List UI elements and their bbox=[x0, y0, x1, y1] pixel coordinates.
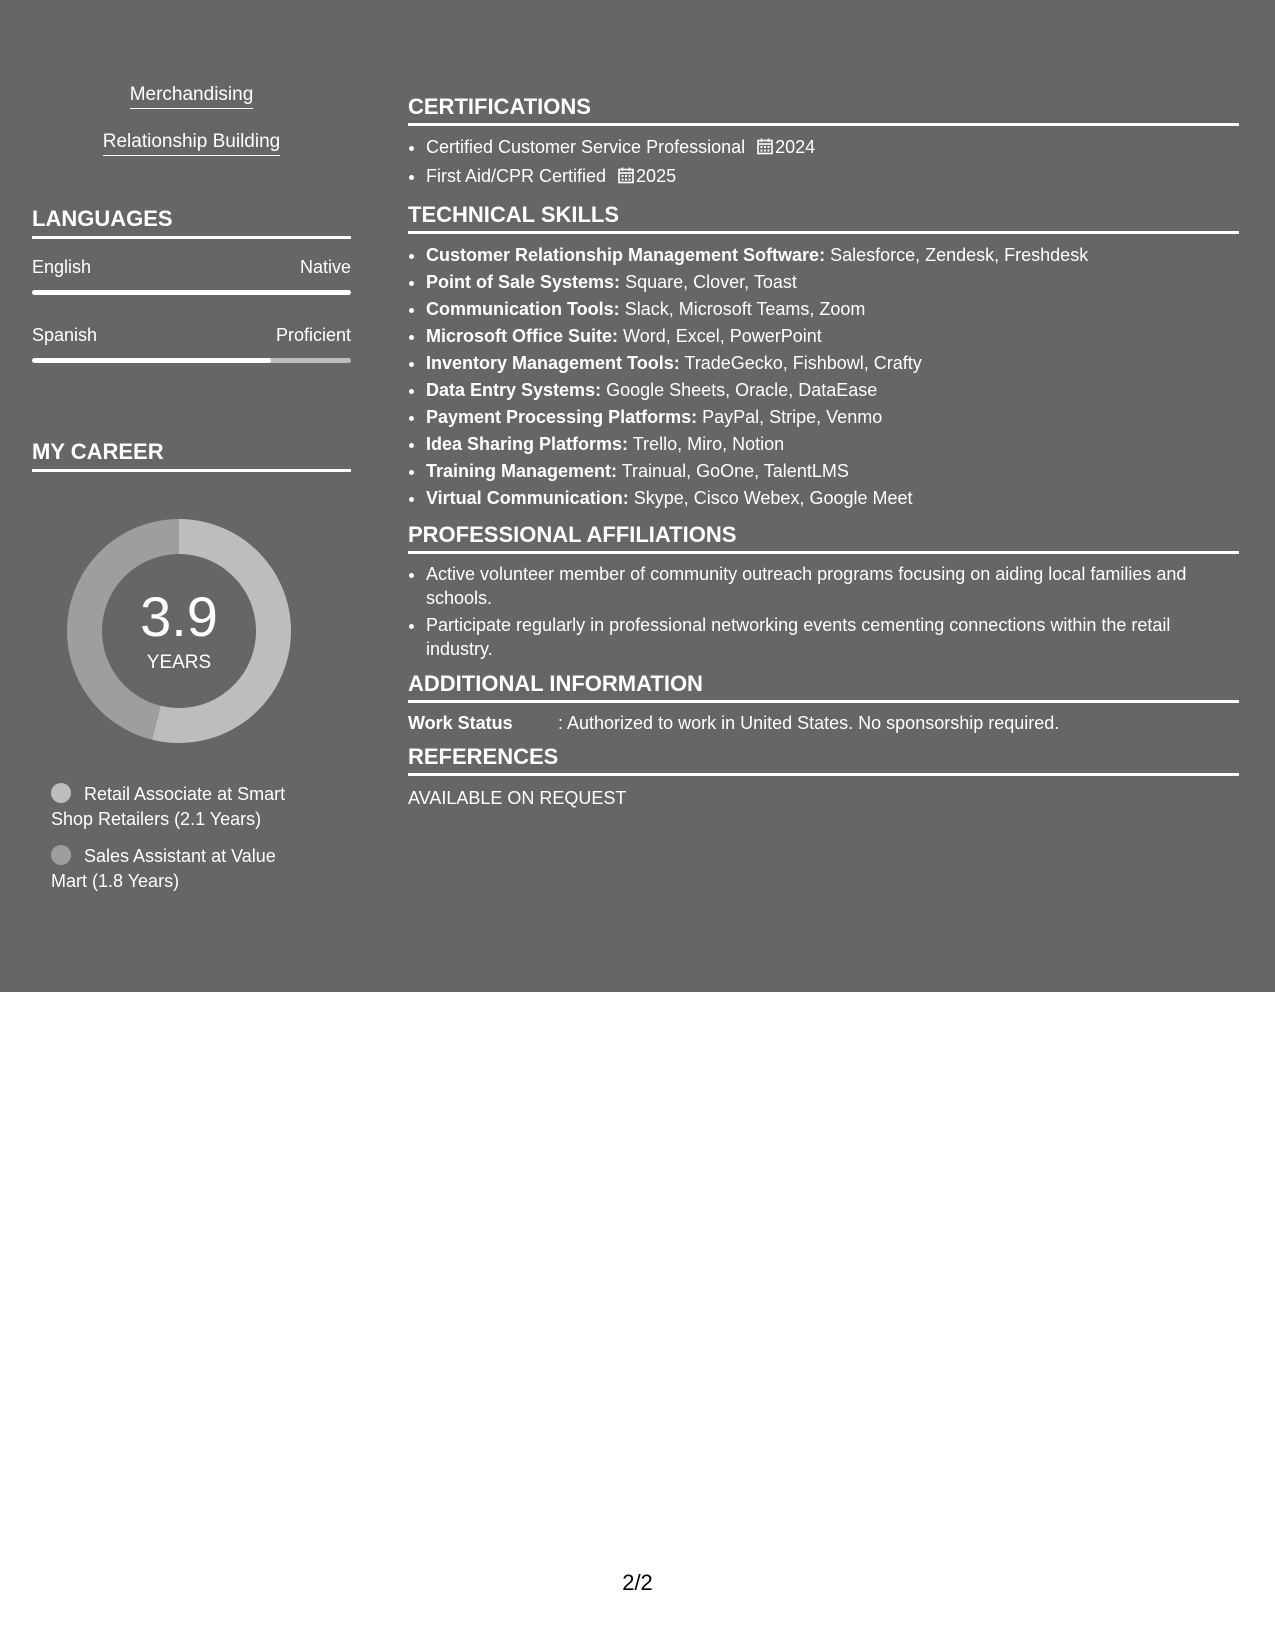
language-level: Proficient bbox=[275, 325, 351, 345]
language-level: Native bbox=[299, 257, 351, 277]
career-legend-label: Sales Assistant at Value Mart (1.8 Years) bbox=[51, 846, 276, 891]
career-legend-item bbox=[51, 782, 311, 832]
skill-tools: Skype, Cisco Webex, Google Meet bbox=[633, 488, 913, 508]
skill-tools: TradeGecko, Fishbowl, Crafty bbox=[684, 353, 922, 373]
technical-skill-item bbox=[426, 431, 1239, 458]
technical-skill-item bbox=[426, 485, 1239, 512]
career-legend bbox=[51, 782, 311, 894]
language-name: Spanish bbox=[32, 325, 98, 345]
certification-item bbox=[426, 134, 1239, 163]
languages-section bbox=[32, 206, 351, 363]
career-legend-label: Retail Associate at Smart Shop Retailers (2.1 Years) bbox=[51, 784, 286, 829]
technical-skills-list bbox=[408, 242, 1239, 512]
career-legend-item bbox=[51, 844, 311, 894]
skill-tools: Salesforce, Zendesk, Freshdesk bbox=[830, 245, 1089, 265]
skill-tools: Square, Clover, Toast bbox=[625, 272, 797, 292]
skill-tools: Trello, Miro, Notion bbox=[632, 434, 785, 454]
skill-category: Virtual Communication: bbox=[426, 488, 629, 508]
calendar-icon bbox=[757, 136, 773, 163]
page-number: 2/2 bbox=[622, 1570, 653, 1595]
career-heading: MY CAREER bbox=[32, 439, 351, 472]
technical-skill-item bbox=[426, 323, 1239, 350]
technical-skill-item bbox=[426, 242, 1239, 269]
technical-skill-item bbox=[426, 404, 1239, 431]
language-proficiency-fill bbox=[32, 290, 351, 295]
technical-skill-item bbox=[426, 296, 1239, 323]
technical-skills-heading: TECHNICAL SKILLS bbox=[408, 202, 1239, 234]
career-total-value: 3.9 bbox=[140, 585, 218, 648]
skills-list bbox=[32, 84, 351, 156]
language-english bbox=[32, 257, 351, 295]
skill-tools: Slack, Microsoft Teams, Zoom bbox=[624, 299, 866, 319]
language-proficiency-bar bbox=[32, 290, 351, 295]
calendar-icon bbox=[618, 165, 634, 192]
work-status-label: Work Status bbox=[408, 713, 513, 733]
legend-dot-icon bbox=[51, 783, 71, 803]
references-heading: REFERENCES bbox=[408, 744, 1239, 776]
languages-heading: LANGUAGES bbox=[32, 206, 351, 239]
skill-tools: Trainual, GoOne, TalentLMS bbox=[621, 461, 849, 481]
certification-year: 2025 bbox=[636, 166, 677, 186]
skill-category: Customer Relationship Management Software: bbox=[426, 245, 826, 265]
work-status-row bbox=[408, 713, 1239, 734]
certifications-list bbox=[408, 134, 1239, 192]
certifications-section bbox=[408, 94, 1239, 192]
affiliations-heading: PROFESSIONAL AFFILIATIONS bbox=[408, 522, 1239, 554]
technical-skills-section bbox=[408, 202, 1239, 512]
skill-relationship-building[interactable]: Relationship Building bbox=[103, 131, 280, 156]
certification-year: 2024 bbox=[775, 137, 816, 157]
career-section bbox=[32, 439, 351, 894]
affiliations-list bbox=[408, 562, 1239, 661]
career-total-unit: YEARS bbox=[146, 652, 212, 673]
legend-dot-icon bbox=[51, 845, 71, 865]
career-donut-chart bbox=[64, 516, 294, 746]
technical-skill-item bbox=[426, 350, 1239, 377]
technical-skill-item bbox=[426, 269, 1239, 296]
additional-info-section bbox=[408, 671, 1239, 734]
certification-item bbox=[426, 163, 1239, 192]
language-name: English bbox=[32, 257, 92, 277]
skill-tools: Google Sheets, Oracle, DataEase bbox=[606, 380, 878, 400]
affiliations-section bbox=[408, 522, 1239, 661]
references-section bbox=[408, 744, 1239, 809]
sidebar bbox=[32, 84, 351, 906]
additional-info-heading: ADDITIONAL INFORMATION bbox=[408, 671, 1239, 703]
technical-skill-item bbox=[426, 377, 1239, 404]
skill-tools: PayPal, Stripe, Venmo bbox=[702, 407, 883, 427]
skill-merchandising[interactable]: Merchandising bbox=[130, 84, 254, 109]
affiliation-item: • Participate regularly in professional networking events cementing connections within the retail industry. bbox=[426, 613, 1239, 661]
main-content bbox=[408, 94, 1239, 819]
skill-tools: Word, Excel, PowerPoint bbox=[623, 326, 822, 346]
skill-category: Training Management: bbox=[426, 461, 618, 481]
skill-category: Point of Sale Systems: bbox=[426, 272, 621, 292]
certification-name: Certified Customer Service Professional bbox=[426, 137, 746, 157]
skill-category: Inventory Management Tools: bbox=[426, 353, 680, 373]
skill-category: Idea Sharing Platforms: bbox=[426, 434, 629, 454]
language-spanish bbox=[32, 325, 351, 363]
skill-category: Communication Tools: bbox=[426, 299, 620, 319]
certification-name: First Aid/CPR Certified bbox=[426, 166, 607, 186]
certifications-heading: CERTIFICATIONS bbox=[408, 94, 1239, 126]
skill-category: Microsoft Office Suite: bbox=[426, 326, 619, 346]
references-text: AVAILABLE ON REQUEST bbox=[408, 788, 627, 808]
technical-skill-item bbox=[426, 458, 1239, 485]
language-proficiency-fill bbox=[32, 358, 271, 363]
language-proficiency-bar bbox=[32, 358, 351, 363]
work-status-value: : Authorized to work in United States. No sponsorship required. bbox=[558, 713, 1060, 733]
skill-category: Payment Processing Platforms: bbox=[426, 407, 698, 427]
affiliation-item: • Active volunteer member of community outreach programs focusing on aiding local families and schools. bbox=[426, 562, 1239, 610]
skill-category: Data Entry Systems: bbox=[426, 380, 602, 400]
